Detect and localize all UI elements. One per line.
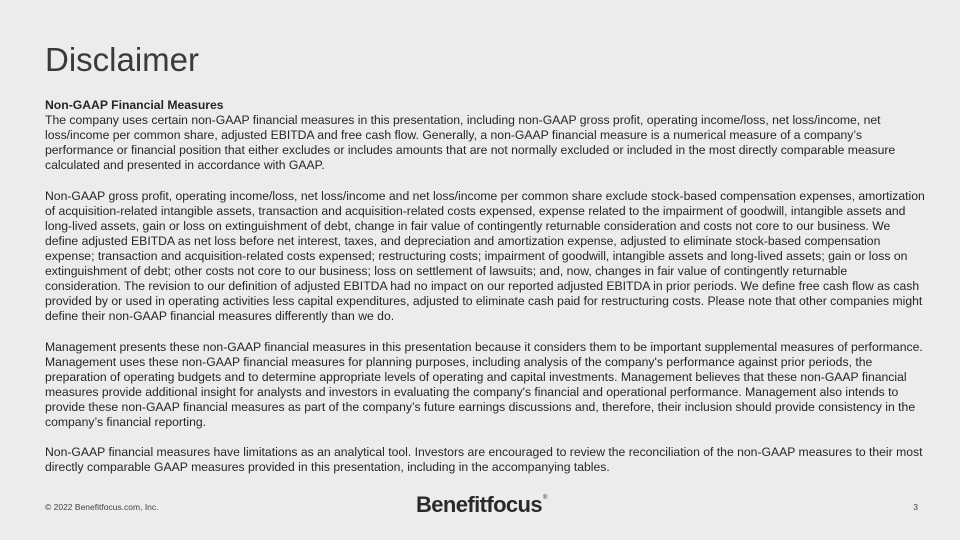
- paragraph-definitions: Non-GAAP gross profit, operating income/loss, net loss/income and net loss/income per common share exclude stock-based compensation expenses, amortization of acquisition-related intangible assets, transaction and acquisition-related costs expensed, expense related to the impairment of goodwill, intangible assets and long-lived assets, gain or loss on extinguishment of debt, change in fair value of contingently returnable consideration and costs not core to our business. We define adjusted EBITDA as net loss before net interest, taxes, and depreciation and amortization expense, adjusted to eliminate stock-based compensation expense; transaction and acquisition-related costs expensed; restructuring costs; impairment of goodwill, intangible assets and long-lived assets; gain or loss on extinguishment of debt; other costs not core to our business; loss on settlement of lawsuits; and, now, changes in fair value of contingently returnable consideration. The revision to our definition of adjusted EBITDA had no impact on our reported adjusted EBITDA in prior periods. We define free cash flow as cash provided by or used in operating activities less capital expenditures, adjusted to eliminate cash paid for restructuring costs. Please note that other companies might define their non-GAAP financial measures differently than we do.: [45, 188, 925, 324]
- benefitfocus-logo: [416, 492, 547, 518]
- registered-mark: ®: [543, 495, 548, 501]
- page-number: 3: [913, 502, 918, 512]
- logo-wordmark: Benefitfocus: [416, 492, 543, 517]
- paragraph-limitations: Non-GAAP financial measures have limitations as an analytical tool. Investors are encouraged to review the reconciliation of the non-GAAP measures to their most directly comparable GAAP measures provided in this presentation, including in the accompanying tables.: [45, 445, 923, 475]
- copyright-notice: © 2022 Benefitfocus.com, Inc.: [45, 502, 159, 512]
- paragraph-management: Management presents these non-GAAP financial measures in this presentation because it considers them to be important supplemental measures of performance. Management uses these non-GAAP financial measures for planning purposes, including analysis of the company's performance against prior periods, the preparation of operating budgets and to determine appropriate levels of operating and capital investments. Management believes that these non-GAAP financial measures provide additional insight for analysts and investors in evaluating the company's financial and operational performance. Management also intends to provide these non-GAAP financial measures as part of the company’s future earnings discussions and, therefore, their inclusion should provide consistency in the company’s financial reporting.: [45, 339, 923, 429]
- disclaimer-body: [45, 98, 925, 490]
- paragraph-intro: The company uses certain non-GAAP financial measures in this presentation, including non-GAAP gross profit, operating income/loss, net loss/income, net loss/income per common share, adjusted EBITDA and free cash flow. Generally, a non-GAAP financial measure is a numerical measure of a company’s performance or financial position that either excludes or includes amounts that are not normally excluded or included in the most directly comparable measure calculated and presented in accordance with GAAP.: [45, 113, 896, 173]
- page-title: Disclaimer: [45, 41, 200, 78]
- section-heading: Non-GAAP Financial Measures: [45, 98, 224, 112]
